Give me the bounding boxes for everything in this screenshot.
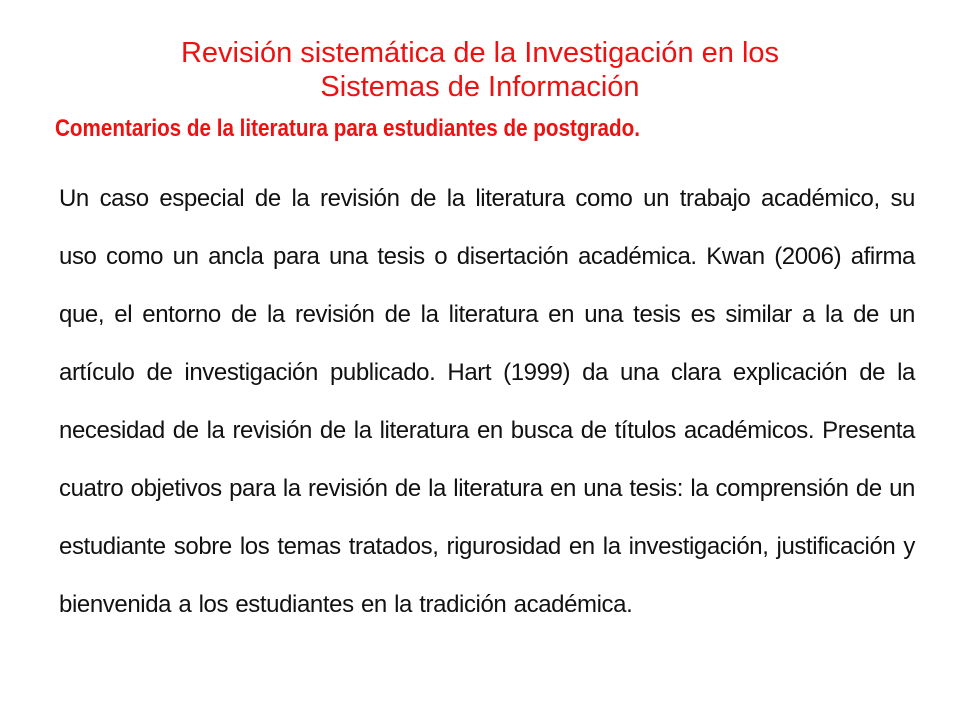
slide-title xyxy=(60,36,900,104)
body-paragraph: Un caso especial de la revisión de la literatura como un trabajo académico, su uso como un ancla para una tesis o disertación académica. Kwan (2006) afirma que, el entorno de la revisión de la literatura en una tesis es similar a la de un artículo de investigación publicado. Hart (1999) da una clara explicación de la necesidad de la revisión de la literatura en busca de títulos académicos. Presenta cuatro objetivos para la revisión de la literatura en una tesis: la comprensión de un estudiante sobre los temas tratados, rigurosidad en la investigación, justificación y bienvenida a los estudiantes en la tradición académica. xyxy=(59,185,915,618)
slide-title-line-1: Revisión sistemática de la Investigación en los xyxy=(180,37,780,69)
slide-subtitle: Comentarios de la literatura para estudiantes de postgrado. xyxy=(55,115,640,142)
slide-title-line-2: Sistemas de Información xyxy=(320,71,640,103)
